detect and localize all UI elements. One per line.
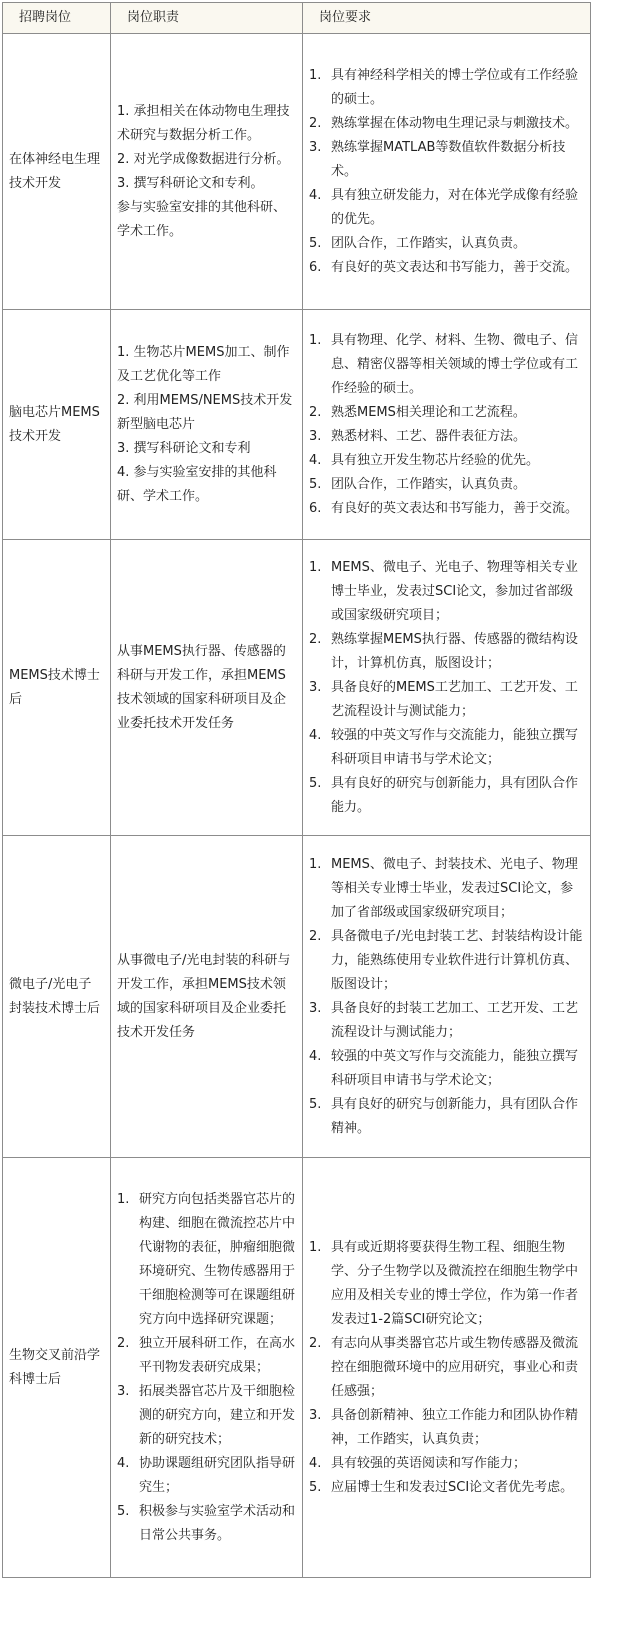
item-number: 2. [309,928,322,944]
item-text: 承担相关在体动物电生理技术研究与数据分析工作。 [117,103,290,143]
header-duties: 岗位职责 [111,3,303,34]
item-text: 利用MEMS/NEMS技术开发新型脑电芯片 [117,392,293,432]
list-item [117,1452,296,1500]
requirements-cell [303,310,591,540]
item-text: 拓展类器官芯片及干细胞检测的研究方向，建立和开发新的研究技术； [139,1383,296,1447]
item-number: 5. [309,235,322,251]
item-number: 5. [309,476,322,492]
item-text: 具备创新精神、独立工作能力和团队协作精神，工作踏实，认真负责； [331,1407,579,1447]
requirements-cell [303,836,591,1158]
item-text: 具有良好的研究与创新能力，具有团队合作能力。 [331,775,579,815]
header-requirements: 岗位要求 [303,3,591,34]
list-item [309,1476,584,1500]
list-item [309,497,584,521]
list-item [117,172,296,196]
item-text: 应届博士生和发表过SCI论文者优先考虑。 [331,1479,574,1495]
item-number: 1. [309,559,322,575]
duties-cell [111,836,303,1158]
item-number: 4. [309,452,322,468]
duties-cell [111,1158,303,1578]
list-item [117,389,296,437]
list-item [117,148,296,172]
item-text: 撰写科研论文和专利 [133,440,251,456]
position-title: 生物交叉前沿学科博士后 [3,1158,111,1578]
table-row [3,34,591,310]
duty-text: 从事MEMS执行器、传感器的科研与开发工作，承担MEMS技术领域的国家科研项目及企业委托技术开发任务 [117,643,287,731]
item-text: 具有独立开发生物芯片经验的优先。 [331,452,540,468]
item-number: 1. [117,103,130,119]
item-number: 2. [117,392,130,408]
list-item [309,184,584,232]
item-number: 3. [309,139,322,155]
table-row [3,540,591,836]
item-number: 2. [309,115,322,131]
list-item [309,997,584,1045]
item-text: 参与实验室安排的其他科研、学术工作。 [117,199,287,239]
item-number: 1. [309,856,322,872]
requirements-list [309,64,584,280]
requirements-list [309,1236,584,1500]
list-item [309,401,584,425]
list-item [309,1404,584,1452]
requirements-list [309,556,584,820]
item-text: 具有良好的研究与创新能力，具有团队合作精神。 [331,1096,579,1136]
item-number: 3. [309,679,322,695]
item-text: 具有或近期将要获得生物工程、细胞生物学、分子生物学以及微流控在细胞生物学中应用及相关专业的博士学位，作为第一作者发表过1-2篇SCI研究论文； [331,1239,579,1327]
item-number: 2. [309,404,322,420]
item-text: 熟悉MEMS相关理论和工艺流程。 [331,404,526,420]
item-text: 具有较强的英语阅读和写作能力； [331,1455,527,1471]
list-item [117,437,296,461]
list-item [309,1236,584,1332]
list-item [309,853,584,925]
list-item [117,461,296,509]
recruitment-table [2,2,591,1578]
item-number: 4. [309,727,322,743]
item-number: 1. [309,332,322,348]
item-number: 1. [309,1239,322,1255]
item-text: MEMS、微电子、封装技术、光电子、物理等相关专业博士毕业，发表过SCI论文，参加了省部级或国家级研究项目； [331,856,578,920]
list-item [117,100,296,148]
position-title: 脑电芯片MEMS技术开发 [3,310,111,540]
item-text: 有志向从事类器官芯片或生物传感器及微流控在细胞微环境中的应用研究，事业心和责任感强； [331,1335,579,1399]
item-text: 较强的中英文写作与交流能力，能独立撰写科研项目申请书与学术论文； [331,1048,579,1088]
item-number: 1. [117,344,130,360]
list-item [117,196,296,244]
requirements-cell [303,34,591,310]
position-title: 微电子/光电子封装技术博士后 [3,836,111,1158]
item-number: 2. [309,1335,322,1351]
list-item [309,256,584,280]
duties-cell [111,310,303,540]
list-item [309,1093,584,1141]
list-item [309,772,584,820]
list-item [117,1380,296,1452]
item-text: 熟练掌握在体动物电生理记录与刺激技术。 [331,115,579,131]
item-text: 熟练掌握MATLAB等数值软件数据分析技术。 [331,139,566,179]
item-number: 2. [117,151,130,167]
list-item [309,449,584,473]
item-number: 4. [309,1048,322,1064]
item-number: 5. [309,775,322,791]
list-item [309,676,584,724]
item-text: 熟练掌握MEMS执行器、传感器的微结构设计，计算机仿真，版图设计； [331,631,578,671]
list-item [309,329,584,401]
requirements-list [309,329,584,521]
item-number: 5. [309,1479,322,1495]
list-item [309,556,584,628]
item-text: 积极参与实验室学术活动和日常公共事务。 [139,1503,296,1543]
list-item [309,473,584,497]
item-number: 3. [309,1407,322,1423]
position-title: MEMS技术博士后 [3,540,111,836]
item-text: 具有神经科学相关的博士学位或有工作经验的硕士。 [331,67,579,107]
item-number: 3. [117,1383,130,1399]
item-text: 熟悉材料、工艺、器件表征方法。 [331,428,527,444]
list-item [309,1332,584,1404]
list-item [309,628,584,676]
requirements-cell [303,540,591,836]
item-text: 研究方向包括类器官芯片的构建、细胞在微流控芯片中代谢物的表征，肿瘤细胞微环境研究、生物传感器用于干细胞检测等可在课题组研究方向中选择研究课题； [139,1191,296,1327]
item-text: 生物芯片MEMS加工、制作及工艺优化等工作 [117,344,290,384]
duties-list [117,1188,296,1548]
list-item [309,425,584,449]
item-number: 4. [309,187,322,203]
item-number: 2. [117,1335,130,1351]
list-item [309,136,584,184]
item-number: 5. [117,1503,130,1519]
item-text: 对光学成像数据进行分析。 [133,151,290,167]
item-number: 3. [117,175,130,191]
duties-list [117,341,296,509]
item-number: 3. [309,428,322,444]
item-text: 具备良好的MEMS工艺加工、工艺开发、工艺流程设计与测试能力； [331,679,578,719]
item-text: 团队合作，工作踏实，认真负责。 [331,476,527,492]
table-row [3,310,591,540]
list-item [309,925,584,997]
item-text: 团队合作，工作踏实，认真负责。 [331,235,527,251]
item-text: 参与实验室安排的其他科研、学术工作。 [117,464,277,504]
item-text: 有良好的英文表达和书写能力，善于交流。 [331,500,579,516]
requirements-list [309,853,584,1141]
list-item [309,1045,584,1093]
list-item [117,1332,296,1380]
item-number: 3. [309,1000,322,1016]
requirements-cell [303,1158,591,1578]
header-position: 招聘岗位 [3,3,111,34]
item-text: 具备良好的封装工艺加工、工艺开发、工艺流程设计与测试能力； [331,1000,579,1040]
list-item [309,724,584,772]
item-number: 6. [309,259,322,275]
item-number: 1. [117,1191,130,1207]
item-text: 具有独立研发能力，对在体光学成像有经验的优先。 [331,187,579,227]
duties-list [117,100,296,244]
item-number: 2. [309,631,322,647]
duty-text: 从事微电子/光电封装的科研与开发工作，承担MEMS技术领域的国家科研项目及企业委托技术开发任务 [117,952,291,1040]
item-text: 较强的中英文写作与交流能力，能独立撰写科研项目申请书与学术论文； [331,727,579,767]
item-number: 4. [117,1455,130,1471]
list-item [309,232,584,256]
duties-cell [111,34,303,310]
list-item [117,341,296,389]
table-row [3,836,591,1158]
item-number: 6. [309,500,322,516]
item-number: 4. [309,1455,322,1471]
list-item [117,1188,296,1332]
item-text: 具有物理、化学、材料、生物、微电子、信息、精密仪器等相关领域的博士学位或有工作经验的硕士。 [331,332,579,396]
list-item [117,1500,296,1548]
list-item [309,64,584,112]
header-row [3,3,591,34]
position-title: 在体神经电生理技术开发 [3,34,111,310]
item-number: 1. [309,67,322,83]
item-number: 3. [117,440,130,456]
item-text: 协助课题组研究团队指导研究生； [139,1455,296,1495]
item-number: 5. [309,1096,322,1112]
list-item [309,1452,584,1476]
list-item [309,112,584,136]
item-text: 具备微电子/光电封装工艺、封装结构设计能力，能熟练使用专业软件进行计算机仿真、版图设计； [331,928,583,992]
item-number: 4. [117,464,130,480]
item-text: 独立开展科研工作，在高水平刊物发表研究成果； [139,1335,296,1375]
item-text: MEMS、微电子、光电子、物理等相关专业博士毕业，发表过SCI论文，参加过省部级或国家级研究项目； [331,559,578,623]
duties-cell [111,540,303,836]
table-row [3,1158,591,1578]
item-text: 撰写科研论文和专利。 [133,175,264,191]
item-text: 有良好的英文表达和书写能力，善于交流。 [331,259,579,275]
